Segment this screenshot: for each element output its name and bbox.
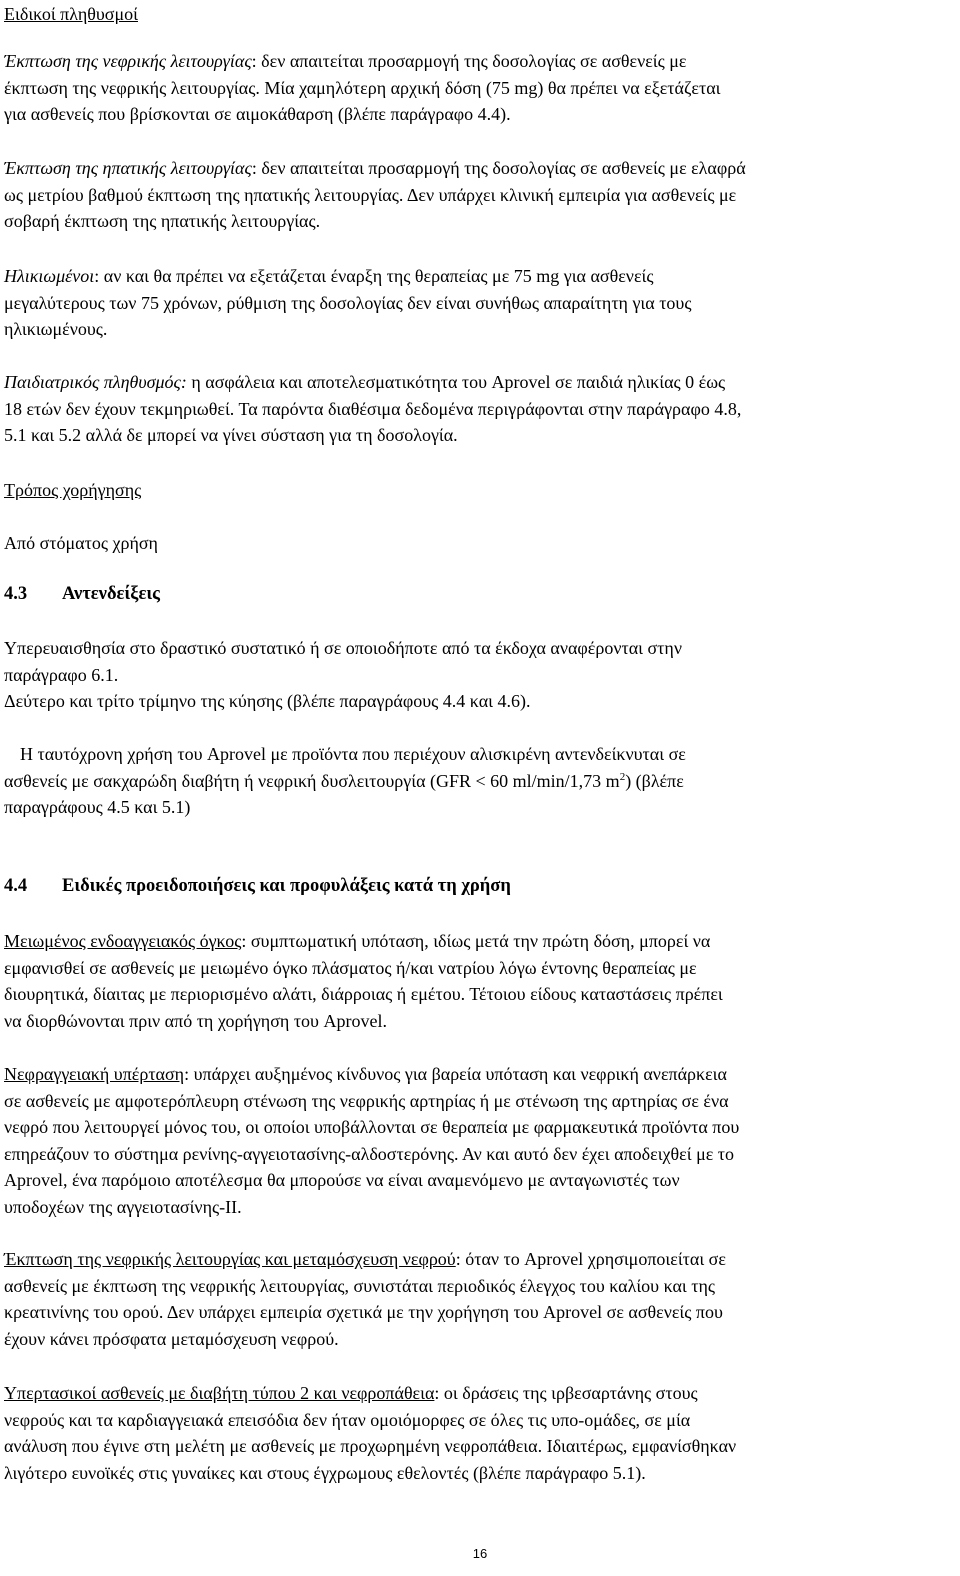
paediatric-label: Παιδιατρικός πληθυσμός: bbox=[4, 372, 187, 392]
diabetic-nephropathy-label: Υπερτασικοί ασθενείς με διαβήτη τύπου 2 και νεφροπάθεια bbox=[4, 1383, 435, 1403]
renal-transplant-paragraph: Έκπτωση της νεφρικής λειτουργίας και μεταμόσχευση νεφρού: όταν το Aprovel χρησιμοποιείται σε ασθενείς με έκπτωση της νεφρικής λειτουργίας, συνιστάται περιοδικός έλεγχος του καλίου και της κρεατινίνης του ορού. Δεν υπάρχει εμπειρία σχετικά με την χορήγηση του Aprovel σε ασθενείς που έχουν κάνει πρόσφατα μεταμόσχευση νεφρού. bbox=[4, 1249, 726, 1349]
elderly-label: Ηλικιωμένοι bbox=[4, 266, 95, 286]
paediatric-paragraph: Παιδιατρικός πληθυσμός: η ασφάλεια και αποτελεσματικότητα του Aprovel σε παιδιά ηλικίας 0 έως 18 ετών δεν έχουν τεκμηριωθεί. Τα παρόντα διαθέσιμα δεδομένα περιγράφονται στην παράγραφο 4.8, 5.1 και 5.2 αλλά δε μπορεί να γίνει σύσταση για τη δοσολογία. bbox=[4, 372, 742, 445]
page-number: 16 bbox=[472, 1546, 488, 1561]
special-populations-heading: Ειδικοί πληθυσμοί bbox=[4, 4, 138, 24]
renovascular-paragraph: Νεφραγγειακή υπέρταση: υπάρχει αυξημένος κίνδυνος για βαρεία υπόταση και νεφρική ανεπάρκεια σε ασθενείς με αμφοτερόπλευρη στένωση της νεφρικής αρτηρίας ή με στένωση της αρτηρίας σε ένα νεφρό που λειτουργεί μόνος του, οι οποίοι υποβάλλονται σε θεραπεία με φαρμακευτικά προϊόντα που επηρεάζουν το σύστημα ρενίνης-αγγειοτασίνης-αλδοστερόνης. Αν και αυτό δεν έχει αποδειχθεί με το Aprovel, ένα παρόμοιο αποτέλεσμα θα μπορούσε να είναι αναμενόμενο με ανταγωνιστές των υποδοχέων της αγγειοτασίνης-ΙΙ. bbox=[4, 1064, 740, 1217]
volume-depletion-label: Μειωμένος ενδοαγγειακός όγκος bbox=[4, 931, 242, 951]
section-4-4-number: 4.4 bbox=[4, 876, 28, 896]
renal-impairment-label: Έκπτωση της νεφρικής λειτουργίας bbox=[4, 51, 252, 71]
section-4-3-heading bbox=[4, 584, 160, 605]
renal-transplant-label: Έκπτωση της νεφρικής λειτουργίας και μεταμόσχευση νεφρού bbox=[4, 1249, 456, 1269]
elderly-paragraph: Ηλικιωμένοι: αν και θα πρέπει να εξετάζεται έναρξη της θεραπείας με 75 mg για ασθενείς μεγαλύτερους των 75 χρόνων, ρύθμιση της δοσολογίας δεν είναι συνήθως απαραίτητη για τους ηλικιωμένους. bbox=[4, 266, 692, 339]
hepatic-impairment-paragraph: Έκπτωση της ηπατικής λειτουργίας: δεν απαιτείται προσαρμογή της δοσολογίας σε ασθενείς με ελαφρά ως μετρίου βαθμού έκπτωση της ηπατικής λειτουργίας. Δεν υπάρχει κλινική εμπειρία για ασθενείς με σοβαρή έκπτωση της ηπατικής λειτουργίας. bbox=[4, 158, 746, 231]
section-4-4-title: Ειδικές προειδοποιήσεις και προφυλάξεις κατά τη χρήση bbox=[62, 876, 511, 896]
diabetic-nephropathy-paragraph: Υπερτασικοί ασθενείς με διαβήτη τύπου 2 και νεφροπάθεια: οι δράσεις της ιρβεσαρτάνης στους νεφρούς και τα καρδιαγγειακά επεισόδια δεν ήταν ομοιόμορφες σε όλες τις υπο-ομάδες, σε μία ανάλυση που έγινε στη μελέτη με ασθενείς με προχωρημένη νεφροπάθεια. Ιδιαιτέρως, εμφανίσθηκαν λιγότερο ευνοϊκές στις γυναίκες και στους έγχρωμους εθελοντές (βλέπε παράγραφο 5.1). bbox=[4, 1383, 737, 1483]
administration-heading: Τρόπος χορήγησης bbox=[4, 480, 142, 500]
section-4-3-number: 4.3 bbox=[4, 584, 28, 604]
administration-text: Από στόματος χρήση bbox=[4, 533, 158, 553]
hepatic-impairment-label: Έκπτωση της ηπατικής λειτουργίας bbox=[4, 158, 252, 178]
aliskiren-paragraph: Η ταυτόχρονη χρήση του Aprovel με προϊόντα που περιέχουν αλισκιρένη αντενδείκνυται σε ασθενείς με σακχαρώδη διαβήτη ή νεφρική δυσλειτουργία (GFR < 60 ml/min/1,73 $m^2$) (βλέπε παραγράφους 4.5 και 5.1) bbox=[4, 744, 686, 817]
superscript-2: 2 bbox=[619, 770, 626, 783]
renovascular-label: Νεφραγγειακή υπέρταση bbox=[4, 1064, 185, 1084]
volume-depletion-paragraph: Μειωμένος ενδοαγγειακός όγκος: συμπτωματική υπόταση, ιδίως μετά την πρώτη δόση, μπορεί να εμφανισθεί σε ασθενείς με μειωμένο όγκο πλάσματος ή/και νατρίου λόγω έντονης θεραπείας με διουρητικά, δίαιτας με περιορισμένο αλάτι, διάρροιας ή εμέτου. Τέτοιου είδους καταστάσεις πρέπει να διορθώνονται πριν από τη χορήγηση του Aprovel. bbox=[4, 931, 723, 1031]
section-4-3-title: Αντενδείξεις bbox=[62, 584, 160, 604]
renal-impairment-paragraph: Έκπτωση της νεφρικής λειτουργίας: δεν απαιτείται προσαρμογή της δοσολογίας σε ασθενείς με έκπτωση της νεφρικής λειτουργίας. Μία χαμηλότερη αρχική δόση (75 mg) θα πρέπει να εξετάζεται για ασθενείς που βρίσκονται σε αιμοκάθαρση (βλέπε παράγραφο 4.4). bbox=[4, 51, 721, 124]
section-4-4-heading bbox=[4, 876, 511, 897]
contraindications-paragraph: Υπερευαισθησία στο δραστικό συστατικό ή σε οποιοδήποτε από τα έκδοχα αναφέρονται στην παράγραφο 6.1. Δεύτερο και τρίτο τρίμηνο της κύησης (βλέπε παραγράφους 4.4 και 4.6). bbox=[4, 638, 682, 711]
